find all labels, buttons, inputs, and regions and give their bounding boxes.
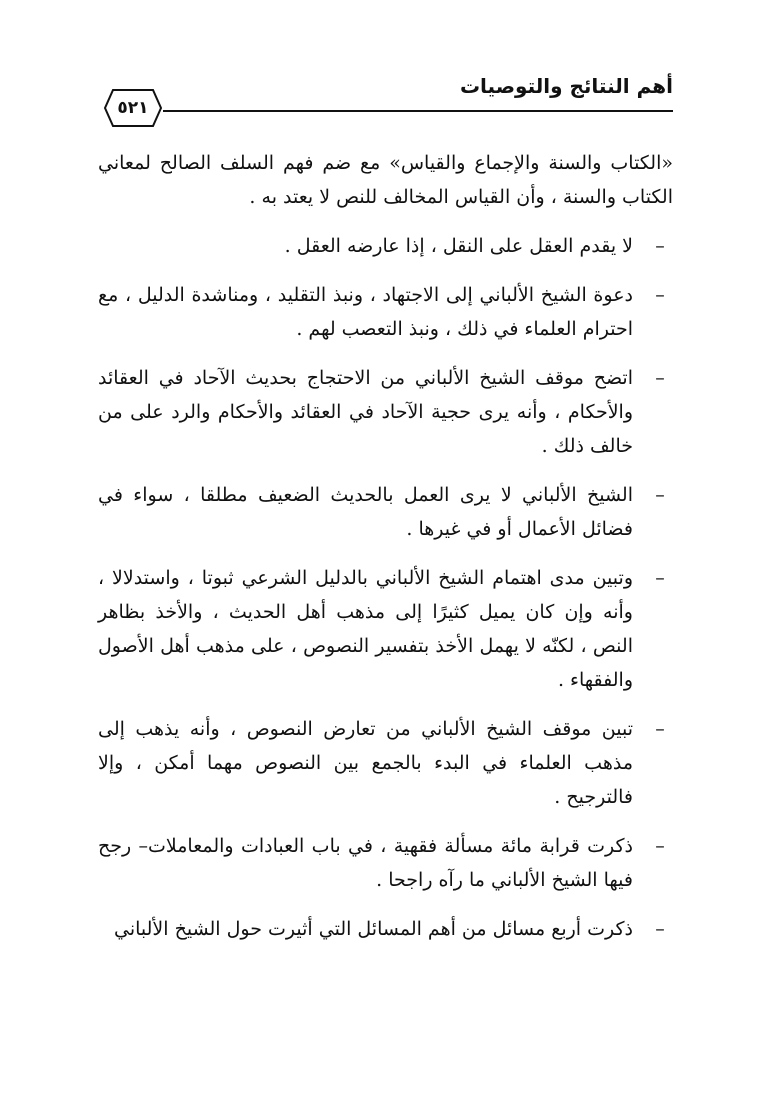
bullet-dash: – xyxy=(655,567,665,589)
list-item xyxy=(98,712,673,814)
list-item-text: الشيخ الألباني لا يرى العمل بالحديث الضعيف مطلقا ، سواء في فضائل الأعمال أو في غيرها . xyxy=(98,484,633,540)
bullet-dash: – xyxy=(655,918,665,940)
list-item xyxy=(98,561,673,697)
list-item-text: اتضح موقف الشيخ الألباني من الاحتجاج بحديث الآحاد في العقائد والأحكام ، وأنه يرى حجية الآحاد في العقائد والأحكام والرد على من خالف ذلك . xyxy=(98,367,633,457)
list-item xyxy=(98,278,673,346)
main-content xyxy=(98,146,673,961)
intro-paragraph: «الكتاب والسنة والإجماع والقياس» مع ضم فهم السلف الصالح لمعاني الكتاب والسنة ، وأن القياس المخالف للنص لا يعتد به . xyxy=(98,152,673,208)
list-item-text: لا يقدم العقل على النقل ، إذا عارضه العقل . xyxy=(284,235,633,257)
list-item-text: ذكرت قرابة مائة مسألة فقهية ، في باب العبادات والمعاملات– رجح فيها الشيخ الألباني ما رآه راجحا . xyxy=(98,835,633,891)
bullet-dash: – xyxy=(655,235,665,257)
list-item-text: وتبين مدى اهتمام الشيخ الألباني بالدليل الشرعي ثبوتا ، واستدلالا ، وأنه وإن كان يميل كثيرًا إلى مذهب أهل الحديث ، والأخذ بظاهر النص ، لكنّه لا يهمل الأخذ بتفسير النصوص ، على مذهب أهل الأصول والفقهاء . xyxy=(98,567,633,691)
page-number: ٥٢١ xyxy=(117,98,149,118)
list-item xyxy=(98,829,673,897)
bullet-dash: – xyxy=(655,718,665,740)
list-item-text: دعوة الشيخ الألباني إلى الاجتهاد ، ونبذ التقليد ، ومناشدة الدليل ، مع احترام العلماء في ذلك ، ونبذ التعصب لهم . xyxy=(98,284,633,340)
list-item-text: ذكرت أربع مسائل من أهم المسائل التي أثيرت حول الشيخ الألباني xyxy=(113,918,633,940)
header-rule xyxy=(163,110,673,112)
list-item xyxy=(98,478,673,546)
page-number-badge xyxy=(103,88,163,128)
bullet-dash: – xyxy=(655,484,665,506)
page-header xyxy=(103,68,673,118)
list-item-text: تبين موقف الشيخ الألباني من تعارض النصوص ، وأنه يذهب إلى مذهب العلماء في البدء بالجمع بين النصوص مهما أمكن ، وإلا فالترجيح . xyxy=(98,718,633,808)
running-title: أهم النتائج والتوصيات xyxy=(459,74,673,98)
bullet-dash: – xyxy=(655,367,665,389)
bullet-dash: – xyxy=(655,284,665,306)
bullet-dash: – xyxy=(655,835,665,857)
list-item xyxy=(98,361,673,463)
list-item xyxy=(98,229,673,263)
list-item xyxy=(98,912,673,946)
